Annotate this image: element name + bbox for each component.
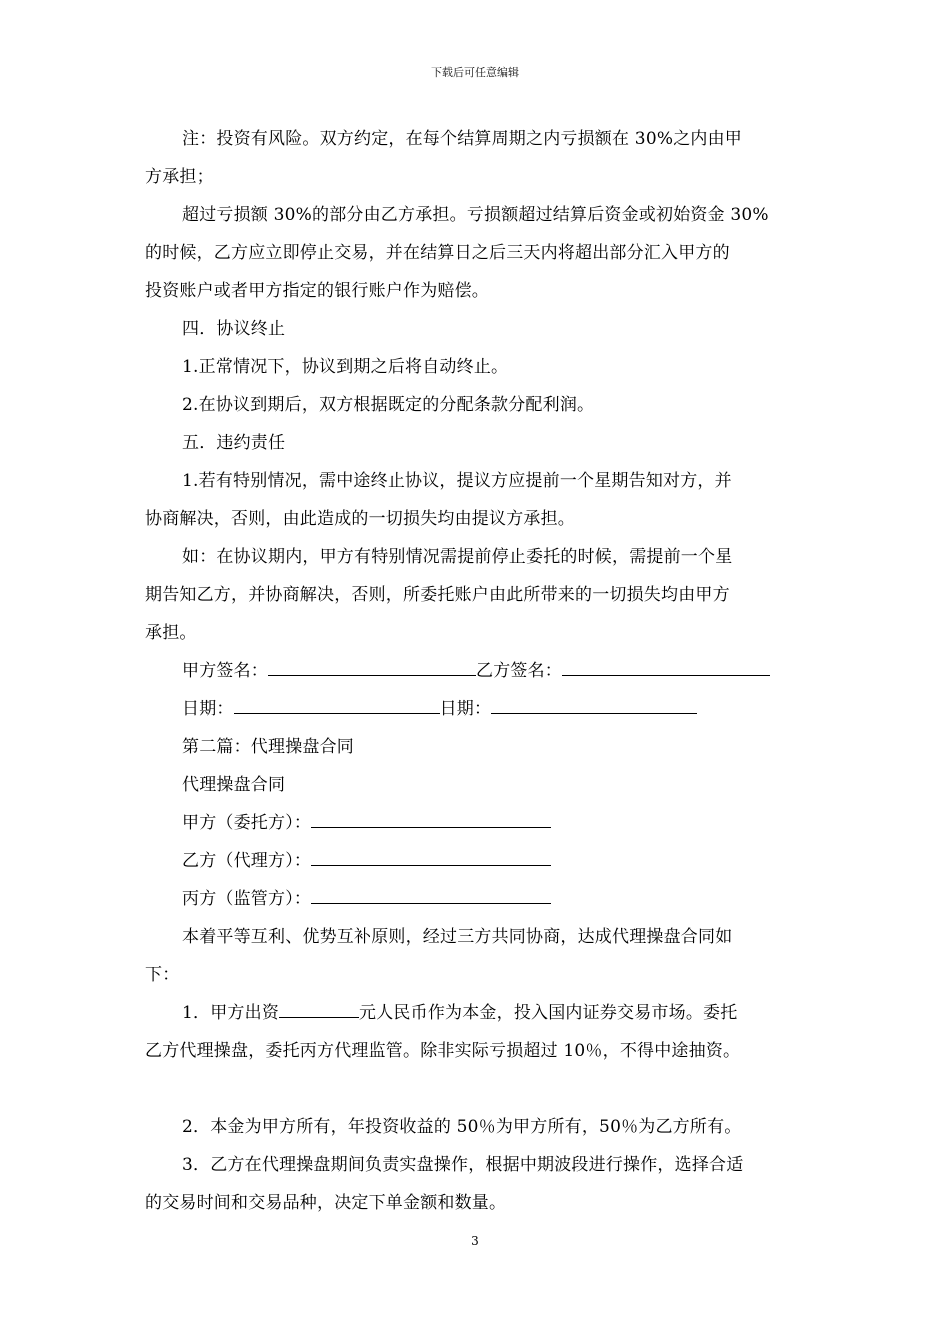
date-label-2: 日期： — [439, 699, 492, 719]
intro-line-1: 本着平等互利、优势互补原则，经过三方共同协商，达成代理操盘合同如 — [182, 927, 733, 947]
contract-item-3-line-1: 3．乙方在代理操盘期间负责实盘操作，根据中期波段进行操作，选择合适 — [182, 1155, 744, 1175]
party-c-row — [145, 880, 805, 918]
section-5-item-1-line-2: 协商解决，否则，由此造成的一切损失均由提议方承担。 — [145, 509, 575, 529]
party-a-row — [145, 804, 805, 842]
section-5-heading: 五．违约责任 — [182, 433, 286, 453]
party-b-row — [145, 842, 805, 880]
note-paragraph-line-2: 方承担； — [145, 167, 214, 187]
signature-row — [145, 652, 805, 690]
contract-item-2: 2．本金为甲方所有，年投资收益的 50％为甲方所有，50％为乙方所有。 — [182, 1117, 742, 1137]
party-a-signature-label: 甲方签名： — [182, 661, 268, 681]
investment-amount-line — [279, 1003, 359, 1018]
page-number: 3 — [471, 1234, 479, 1248]
party-b-signature-label: 乙方签名： — [476, 661, 562, 681]
section-5-paragraph-line-2: 期告知乙方，并协商解决，否则，所委托账户由此所带来的一切损失均由甲方 — [145, 585, 730, 605]
date-row — [145, 690, 805, 728]
section-5-paragraph-line-3: 承担。 — [145, 623, 197, 643]
contract-item-1-line-1 — [145, 994, 805, 1032]
contract-item-1-line-2: 乙方代理操盘，委托丙方代理监管。除非实际亏损超过 10％，不得中途抽资。 — [145, 1041, 741, 1061]
date-line-1 — [234, 699, 440, 714]
party-a-fill-line — [311, 813, 551, 828]
section-4-heading: 四．协议终止 — [182, 319, 286, 339]
section-4-item-1: 1.正常情况下，协议到期之后将自动终止。 — [182, 357, 509, 377]
note-paragraph-line-1: 注：投资有风险。双方约定，在每个结算周期之内亏损额在 30%之内由甲 — [182, 129, 742, 149]
document-body — [145, 120, 805, 1222]
party-c-fill-line — [311, 889, 551, 904]
party-a-signature-line — [268, 661, 476, 676]
loss-paragraph-line-2: 的时候，乙方应立即停止交易，并在结算日之后三天内将超出部分汇入甲方的 — [145, 243, 730, 263]
party-b-label: 乙方（代理方）： — [182, 851, 312, 871]
item-1-suffix: 元人民币作为本金，投入国内证券交易市场。委托 — [359, 1003, 738, 1023]
date-line-2 — [491, 699, 697, 714]
blank-spacer — [145, 1070, 805, 1108]
section-4-item-2: 2.在协议到期后，双方根据既定的分配条款分配利润。 — [182, 395, 595, 415]
party-b-signature-line — [562, 661, 770, 676]
loss-paragraph-line-1: 超过亏损额 30%的部分由乙方承担。亏损额超过结算后资金或初始资金 30% — [182, 205, 769, 225]
intro-line-2: 下： — [145, 965, 180, 985]
page-header: 下载后可任意编辑 — [431, 66, 519, 79]
loss-paragraph-line-3: 投资账户或者甲方指定的银行账户作为赔偿。 — [145, 281, 489, 301]
party-b-fill-line — [311, 851, 551, 866]
section-5-paragraph-line-1: 如：在协议期内，甲方有特别情况需提前停止委托的时候，需提前一个星 — [182, 547, 733, 567]
item-1-prefix: 1．甲方出资 — [182, 1003, 280, 1023]
section-5-item-1-line-1: 1.若有特别情况，需中途终止协议，提议方应提前一个星期告知对方，并 — [182, 471, 732, 491]
second-part-title: 第二篇：代理操盘合同 — [182, 737, 354, 757]
contract-name: 代理操盘合同 — [182, 775, 286, 795]
party-c-label: 丙方（监管方）： — [182, 889, 312, 909]
contract-item-3-line-2: 的交易时间和交易品种，决定下单金额和数量。 — [145, 1193, 507, 1213]
date-label-1: 日期： — [182, 699, 234, 719]
party-a-label: 甲方（委托方）： — [182, 813, 312, 833]
